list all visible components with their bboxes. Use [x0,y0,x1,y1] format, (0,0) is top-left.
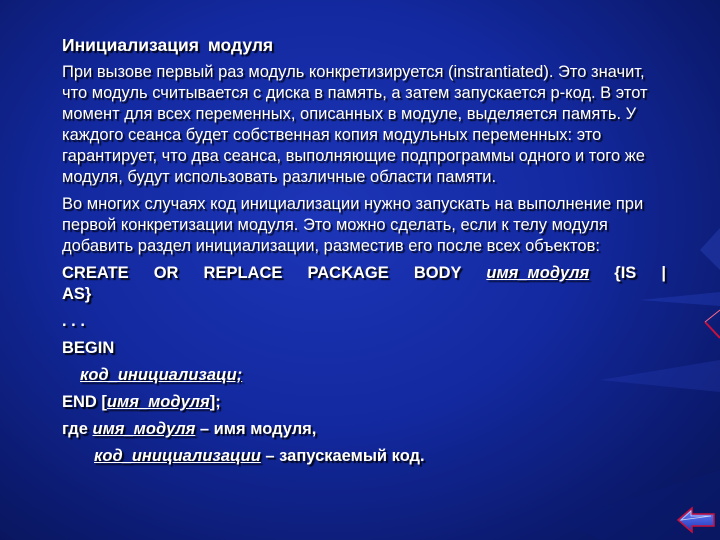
code-init-param: код_инициализаци; [80,366,243,384]
paragraph-init-section: Во многих случаях код инициализации нужно запускать на выполнение при первой конкретизации модуля. Это можно сделать, если к телу модуля добавить раздел инициализации, разместив его после всех объектов: [62,195,644,255]
back-arrow-icon [676,506,716,534]
code-init-desc-param: код_инициализации [94,447,261,465]
slide-content [62,34,666,473]
code-module-name-param: имя_модуля [486,264,590,282]
code-line-as: AS} [62,285,92,303]
code-where-param: имя_модуля [92,420,196,438]
code-where-line [62,419,666,440]
code-begin: BEGIN [62,339,115,357]
code-init-line [62,365,666,386]
back-navigation-button[interactable] [676,506,716,534]
code-end-prefix: END [ [62,393,107,411]
slide-title: Инициализация модуля [62,35,274,55]
code-where-desc: – имя модуля, [195,420,317,438]
paragraph-instantiation: При вызове первый раз модуль конкретизируется (instrantiated). Это значит, что модуль считывается с диска в память, а затем запускается p-код. В этот момент для всех переменных, описанных в модуле, выделяется память. У каждого сеанса будет собственная копия модульных переменных: это гарантирует, что два сеанса, выполняющие подпрограммы одного и того же модуля, будут использовать различные области памяти. [62,63,648,186]
code-init-desc-line [62,446,666,467]
code-ellipsis: . . . [62,312,85,330]
code-end-suffix: ]; [209,393,221,411]
code-block [62,263,666,467]
code-end-param: имя_модуля [106,393,210,411]
code-end-line [62,392,666,413]
code-init-desc: – запускаемый код. [260,447,425,465]
code-where-prefix: где [62,420,93,438]
code-create-keywords: CREATE OR REPLACE PACKAGE BODY [62,264,462,282]
code-is-keyword: {IS | [589,264,667,282]
code-line-create [62,263,666,284]
